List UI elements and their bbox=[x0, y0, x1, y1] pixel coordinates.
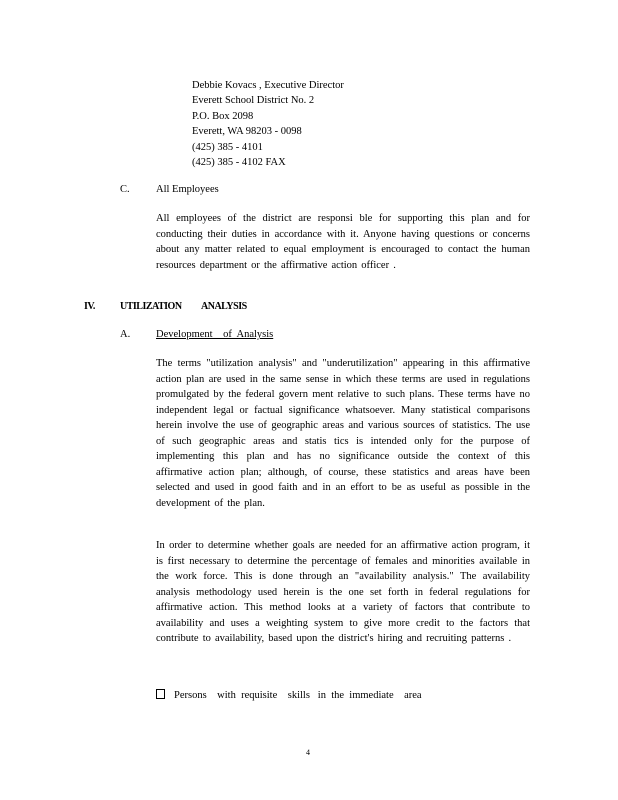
analysis-paragraph-2: In order to determine whether goals are needed for an affirmative action program, it is first necessary to determine the percentage of females and minorities available in the work force. This is done through an "availability analysis." The availability analysis methodology used herein is the one set forth in federal regulations for affirmative action. This method looks at a variety of factors that contribute to availability and uses a weighting system to give more credit to the factors that contribute to availability, based upon the district's hiring and recruiting patterns . bbox=[156, 540, 530, 644]
analysis-paragraph-1: The terms "utilization analysis" and "underutilization" appearing in this affirmative action plan are used in the same sense in which these terms are used in regulations promulgated by the federal govern ment relative to such plans. These terms have no independent legal or factual significance whatsoever. Many statistical comparisons herein involve the use of geographic areas and various sources of statistics. The use of such geographic areas and statis tics is intended only for the purpose of implementing this plan and has no significance outside the context of this affirmative action plan; although, of course, these statistics and areas have been selected and used in good faith and in an effort to be as useful as possible in the development of the plan. bbox=[156, 358, 530, 509]
contact-line: (425) 385 - 4101 bbox=[192, 141, 263, 153]
section-c-body: All employees of the district are responsi ble for supporting this plan and for conducting their duties in accordance with it. Anyone having questions or concerns about any matter related to equal employment is encouraged to contact the human resources department or the affirmative action officer . bbox=[156, 213, 530, 271]
contact-line: Everett, WA 98203 - 0098 bbox=[192, 126, 302, 138]
section-c-marker: C. bbox=[120, 184, 130, 195]
checkbox-bullet-icon bbox=[156, 689, 165, 699]
section-a-marker: A. bbox=[120, 329, 131, 340]
contact-block bbox=[192, 78, 344, 170]
section-a-title: Development of Analysis bbox=[156, 329, 274, 340]
contact-line: P.O. Box 2098 bbox=[192, 110, 254, 122]
section-iv-marker: IV. bbox=[84, 301, 95, 312]
bullet-item bbox=[156, 689, 422, 701]
contact-line: Everett School District No. 2 bbox=[192, 95, 315, 107]
contact-line: Debbie Kovacs , Executive Director bbox=[192, 80, 344, 91]
contact-line: (425) 385 - 4102 FAX bbox=[192, 157, 286, 169]
section-iv-title: UTILIZATION ANALYSIS bbox=[120, 301, 247, 312]
section-c-title: All Employees bbox=[156, 184, 219, 195]
bullet-text: Persons with requisite skills in the immediate area bbox=[174, 690, 422, 701]
page-number: 4 bbox=[306, 748, 310, 757]
